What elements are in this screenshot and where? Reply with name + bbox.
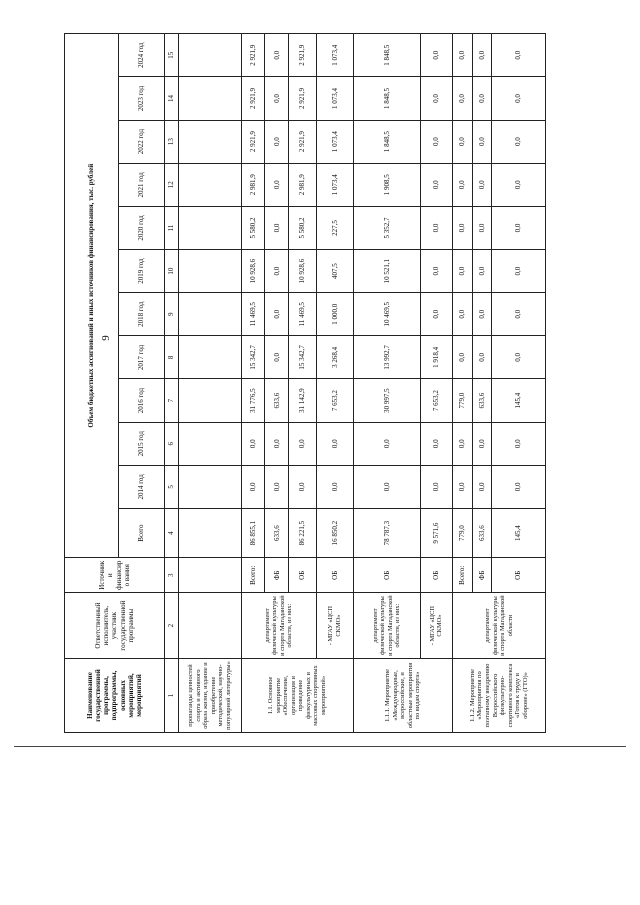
value-cell: 0,0 <box>453 77 472 120</box>
value-cell: 0,0 <box>289 465 317 508</box>
col-number: 10 <box>165 250 179 293</box>
value-cell: 0,0 <box>420 163 452 206</box>
header-year: 2024 год <box>119 34 165 77</box>
header-year: 2019 год <box>119 250 165 293</box>
value-cell: 0,0 <box>472 34 491 77</box>
value-cell: 633,6 <box>472 508 491 557</box>
col-number: 11 <box>165 206 179 249</box>
value-cell: 16 850,2 <box>317 508 354 557</box>
source-cell: Всего: <box>453 558 472 593</box>
col-number: 14 <box>165 77 179 120</box>
value-cell: 0,0 <box>453 206 472 249</box>
table-row <box>353 34 420 733</box>
value-cell: 0,0 <box>453 250 472 293</box>
rotated-table-stage <box>64 33 546 733</box>
value-cell: 5 580,2 <box>241 206 265 249</box>
executor-cell: департамент физической культуры и спорта Магаданской области <box>453 593 546 659</box>
value-cell: 7 653,2 <box>317 379 354 422</box>
value-cell: 0,0 <box>265 163 289 206</box>
value-cell: 0,0 <box>491 120 545 163</box>
col-number: 9 <box>165 293 179 336</box>
executor-cell: департамент физической культуры и спорта Магаданской области, из них: <box>241 593 317 659</box>
value-cell: 1 908,5 <box>353 163 420 206</box>
header-total: Всего <box>119 508 165 557</box>
col-number: 15 <box>165 34 179 77</box>
value-cell: 0,0 <box>420 293 452 336</box>
value-cell: 0,0 <box>491 422 545 465</box>
value-cell: 0,0 <box>491 250 545 293</box>
table-row <box>179 34 242 733</box>
value-cell: 145,4 <box>491 508 545 557</box>
value-cell: 0,0 <box>472 206 491 249</box>
value-cell: 2 921,9 <box>241 120 265 163</box>
header-year: 2020 год <box>119 206 165 249</box>
source-cell: ОБ <box>491 558 545 593</box>
value-cell: 0,0 <box>453 336 472 379</box>
col-number: 7 <box>165 379 179 422</box>
value-cell: 0,0 <box>453 293 472 336</box>
value-cell: 0,0 <box>317 422 354 465</box>
value-cell: 0,0 <box>265 465 289 508</box>
value-cell: 0,0 <box>265 34 289 77</box>
funding-table <box>64 33 546 733</box>
value-cell: 0,0 <box>491 77 545 120</box>
value-cell: 10 928,6 <box>241 250 265 293</box>
header-year: 2015 год <box>119 422 165 465</box>
value-cell: 0,0 <box>353 422 420 465</box>
source-cell: ФБ <box>472 558 491 593</box>
value-cell: 0,0 <box>472 120 491 163</box>
value-cell: 2 921,9 <box>289 77 317 120</box>
value-cell: 0,0 <box>265 422 289 465</box>
value-cell: 3 268,4 <box>317 336 354 379</box>
header-year: 2021 год <box>119 163 165 206</box>
value-cell: 11 469,5 <box>289 293 317 336</box>
value-cell: 1 848,5 <box>353 120 420 163</box>
header-year: 2022 год <box>119 120 165 163</box>
value-cell: 0,0 <box>353 465 420 508</box>
source-cell: ОБ <box>317 558 354 593</box>
value-cell: 779,0 <box>453 508 472 557</box>
value-cell: 0,0 <box>289 422 317 465</box>
value-cell: 0,0 <box>420 250 452 293</box>
table-row <box>420 34 452 733</box>
value-cell: 0,0 <box>453 34 472 77</box>
header-program-name: Наименование государственной программы, подпрограммы, основных мероприятий, мероприятий <box>65 659 165 733</box>
value-cell: 227,5 <box>317 206 354 249</box>
col-number: 5 <box>165 465 179 508</box>
value-cell: 2 921,9 <box>289 34 317 77</box>
value-cell: 13 992,7 <box>353 336 420 379</box>
value-cell: 0,0 <box>472 336 491 379</box>
header-year: 2016 год <box>119 379 165 422</box>
value-cell: 633,6 <box>265 379 289 422</box>
value-cell: 0,0 <box>265 336 289 379</box>
table-row <box>453 34 472 733</box>
value-cell: 1 073,4 <box>317 163 354 206</box>
col-number: 13 <box>165 120 179 163</box>
header-year: 2018 год <box>119 293 165 336</box>
continuation-text: пропаганды ценностей спорта и активного образа жизни, издание и приобретение методической, научно-популярной литературы» <box>179 659 242 733</box>
value-cell: 1 000,0 <box>317 293 354 336</box>
value-cell: 0,0 <box>420 77 452 120</box>
value-cell: 0,0 <box>491 336 545 379</box>
value-cell: 2 981,9 <box>241 163 265 206</box>
executor-cell: - МГАУ «ЦСП СКМО» <box>317 593 354 659</box>
col-number: 8 <box>165 336 179 379</box>
value-cell: 1 918,4 <box>420 336 452 379</box>
value-cell: 0,0 <box>420 422 452 465</box>
value-cell: 0,0 <box>241 465 265 508</box>
value-cell: 0,0 <box>265 206 289 249</box>
value-cell: 0,0 <box>420 120 452 163</box>
value-cell: 0,0 <box>420 34 452 77</box>
value-cell: 9 571,6 <box>420 508 452 557</box>
value-cell: 0,0 <box>265 250 289 293</box>
value-cell: 2 921,9 <box>289 120 317 163</box>
value-cell: 633,6 <box>472 379 491 422</box>
value-cell: 0,0 <box>472 77 491 120</box>
col-number: 1 <box>165 659 179 733</box>
header-year: 2023 год <box>119 77 165 120</box>
value-cell: 0,0 <box>472 465 491 508</box>
value-cell: 2 921,9 <box>241 77 265 120</box>
value-cell: 0,0 <box>420 465 452 508</box>
col-number: 12 <box>165 163 179 206</box>
value-cell: 7 653,2 <box>420 379 452 422</box>
value-cell: 0,0 <box>265 293 289 336</box>
value-cell: 10 521,1 <box>353 250 420 293</box>
value-cell: 0,0 <box>472 163 491 206</box>
executor-cell: - МГАУ «ЦСП СКМО» <box>420 593 452 659</box>
value-cell: 2 981,9 <box>289 163 317 206</box>
value-cell: 1 073,4 <box>317 120 354 163</box>
value-cell: 5 352,7 <box>353 206 420 249</box>
value-cell: 78 787,3 <box>353 508 420 557</box>
value-cell: 0,0 <box>265 120 289 163</box>
value-cell: 86 855,1 <box>241 508 265 557</box>
table-row <box>317 34 354 733</box>
value-cell: 1 073,4 <box>317 34 354 77</box>
header-executor: Ответственный исполнитель, участник государственной программы <box>65 593 165 659</box>
value-cell: 1 073,4 <box>317 77 354 120</box>
value-cell: 31 776,5 <box>241 379 265 422</box>
value-cell: 2 921,9 <box>241 34 265 77</box>
value-cell: 0,0 <box>472 293 491 336</box>
col-number: 6 <box>165 422 179 465</box>
source-cell: ОБ <box>420 558 452 593</box>
group-name: 1.1. Основное мероприятие «Обеспечение, организация и проведение физкультурных и массовых спортивных мероприятий» <box>241 659 353 733</box>
value-cell: 11 469,5 <box>241 293 265 336</box>
value-cell: 1 848,5 <box>353 34 420 77</box>
source-cell: ОБ <box>353 558 420 593</box>
source-cell: ОБ <box>289 558 317 593</box>
value-cell: 15 342,7 <box>289 336 317 379</box>
value-cell: 0,0 <box>491 465 545 508</box>
value-cell: 31 142,9 <box>289 379 317 422</box>
value-cell: 0,0 <box>491 293 545 336</box>
value-cell: 10 928,6 <box>289 250 317 293</box>
value-cell: 0,0 <box>453 120 472 163</box>
col-number: 3 <box>165 558 179 593</box>
col-number: 2 <box>165 593 179 659</box>
value-cell: 0,0 <box>472 422 491 465</box>
value-cell: 145,4 <box>491 379 545 422</box>
value-cell: 0,0 <box>472 250 491 293</box>
page-divider-line <box>14 746 626 747</box>
group-name: 1.1.1. Мероприятие «Международные, всероссийские, и областные мероприятия по видам спорта» <box>353 659 452 733</box>
value-cell: 779,0 <box>453 379 472 422</box>
value-cell: 0,0 <box>420 206 452 249</box>
value-cell: 633,6 <box>265 508 289 557</box>
header-source: Источники финансиро вания <box>65 558 165 593</box>
executor-cell: департамент физической культуры и спорта Магаданской области, из них: <box>353 593 420 659</box>
header-funding-title: Объем бюджетных ассигнований и иных источников финансирования, тыс. рублей <box>65 34 119 558</box>
value-cell: 0,0 <box>491 206 545 249</box>
value-cell: 10 469,5 <box>353 293 420 336</box>
value-cell: 30 997,5 <box>353 379 420 422</box>
value-cell: 1 848,5 <box>353 77 420 120</box>
value-cell: 0,0 <box>491 34 545 77</box>
col-number: 4 <box>165 508 179 557</box>
value-cell: 0,0 <box>453 422 472 465</box>
value-cell: 0,0 <box>491 163 545 206</box>
value-cell: 0,0 <box>317 465 354 508</box>
source-cell: ФБ <box>265 558 289 593</box>
source-cell: Всего: <box>241 558 265 593</box>
header-year: 2014 год <box>119 465 165 508</box>
table-row <box>241 34 265 733</box>
value-cell: 0,0 <box>453 163 472 206</box>
value-cell: 0,0 <box>453 465 472 508</box>
value-cell: 407,5 <box>317 250 354 293</box>
value-cell: 0,0 <box>265 77 289 120</box>
value-cell: 86 221,5 <box>289 508 317 557</box>
group-name: 1.1.2. Мероприятие «Мероприятия по поэтапному внедрению Всероссийского физкультурно-спортивного комплекса «Готов к труду и обороне» (ГТО)» <box>453 659 546 733</box>
value-cell: 5 580,2 <box>289 206 317 249</box>
header-year: 2017 год <box>119 336 165 379</box>
value-cell: 15 342,7 <box>241 336 265 379</box>
value-cell: 0,0 <box>241 422 265 465</box>
page-number: 9 <box>99 335 112 341</box>
